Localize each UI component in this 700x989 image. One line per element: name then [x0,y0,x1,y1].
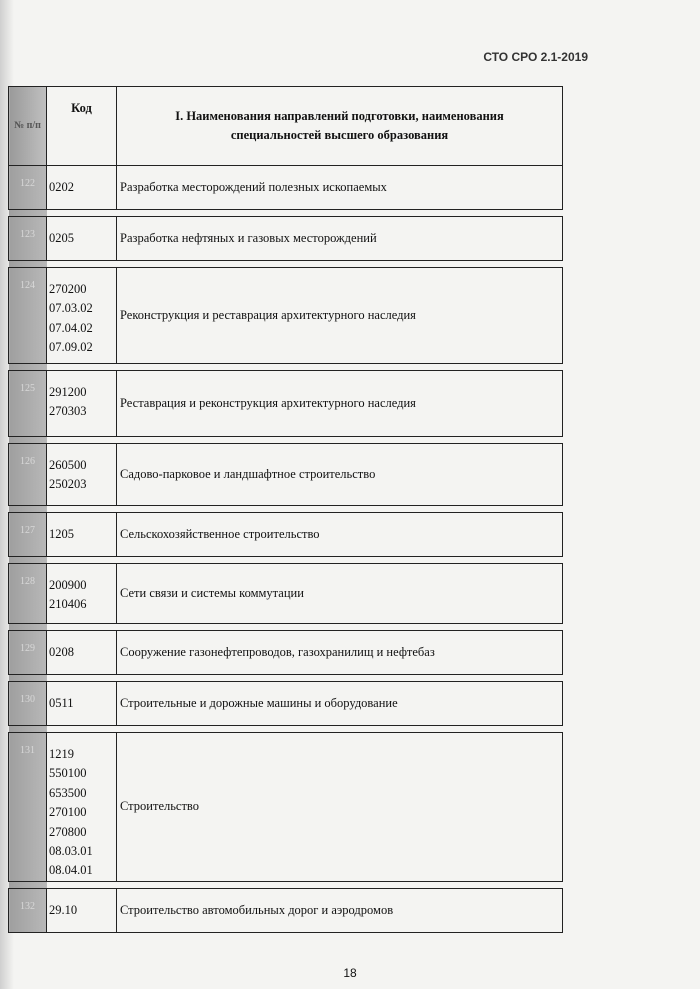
code-value: 270200 [49,282,87,296]
code-value: 200900 [49,578,87,592]
code-value: 0202 [49,180,74,194]
code-value: 653500 [49,785,87,800]
row-spacer [9,364,563,371]
row-number: 123 [9,217,47,261]
row-number: 129 [9,631,47,675]
code-value: 1205 [49,527,74,541]
row-name: Реставрация и реконструкция архитектурного наследия [117,371,563,437]
code-value: 0205 [49,231,74,245]
code-value: 260500 [49,458,87,472]
row-name: Сети связи и системы коммутации [117,564,563,624]
code-value: 29.10 [49,902,78,917]
row-spacer [9,261,563,268]
row-number: 127 [9,513,47,557]
row-codes [47,513,117,557]
row-spacer [9,726,563,733]
code-value: 07.03.02 [49,301,93,316]
row-name: Сельскохозяйственное строительство [117,513,563,557]
row-codes [47,733,117,882]
row-number: 126 [9,444,47,506]
row-spacer [9,675,563,682]
row-codes [47,371,117,437]
header-code: Код [47,87,117,166]
row-codes [47,888,117,932]
row-spacer [9,881,563,888]
row-codes [47,444,117,506]
code-value: 250203 [49,477,87,492]
row-codes [47,166,117,210]
table-row [9,513,563,557]
code-value: 0208 [49,645,74,659]
table-row [9,166,563,210]
row-name: Разработка нефтяных и газовых месторождений [117,217,563,261]
row-codes [47,268,117,364]
header-name: I. Наименования направлений подготовки, наименования специальностей высшего образования [117,87,563,166]
code-value: 270800 [49,824,87,839]
code-value: 0511 [49,696,74,710]
table-row [9,268,563,364]
row-codes [47,682,117,726]
row-codes [47,631,117,675]
code-value: 07.04.02 [49,320,93,335]
table-row [9,444,563,506]
row-number: 124 [9,268,47,364]
code-value: 550100 [49,766,87,781]
row-name: Строительство автомобильных дорог и аэродромов [117,888,563,932]
row-codes [47,217,117,261]
row-spacer [9,624,563,631]
row-number: 122 [9,166,47,210]
page-number: 18 [343,966,357,980]
code-value: 08.04.01 [49,863,93,878]
table-row [9,733,563,882]
table-body [9,166,563,933]
code-value: 210406 [49,597,87,612]
row-name: Строительство [117,733,563,882]
code-value: 07.09.02 [49,340,93,355]
code-value: 1219 [49,747,74,761]
table-row [9,217,563,261]
table-row [9,888,563,932]
table-row [9,564,563,624]
row-spacer [9,506,563,513]
row-name: Садово-парковое и ландшафтное строительство [117,444,563,506]
row-number: 128 [9,564,47,624]
code-value: 08.03.01 [49,843,93,858]
code-value: 270100 [49,805,87,820]
header-num: № п/п [9,87,47,166]
row-codes [47,564,117,624]
row-name: Сооружение газонефтепроводов, газохранилищ и нефтебаз [117,631,563,675]
row-name: Реконструкция и реставрация архитектурного наследия [117,268,563,364]
table-row [9,371,563,437]
row-spacer [9,557,563,564]
row-name: Строительные и дорожные машины и оборудование [117,682,563,726]
row-number: 125 [9,371,47,437]
table-row [9,631,563,675]
code-value: 270303 [49,404,87,419]
row-spacer [9,437,563,444]
row-number: 131 [9,733,47,882]
code-value: 291200 [49,385,87,399]
row-number: 130 [9,682,47,726]
row-number: 132 [9,888,47,932]
row-name: Разработка месторождений полезных ископаемых [117,166,563,210]
table-row [9,682,563,726]
document-code: СТО СРО 2.1-2019 [483,50,588,64]
table-header-row [9,87,563,166]
row-spacer [9,210,563,217]
specialties-table [8,86,563,933]
